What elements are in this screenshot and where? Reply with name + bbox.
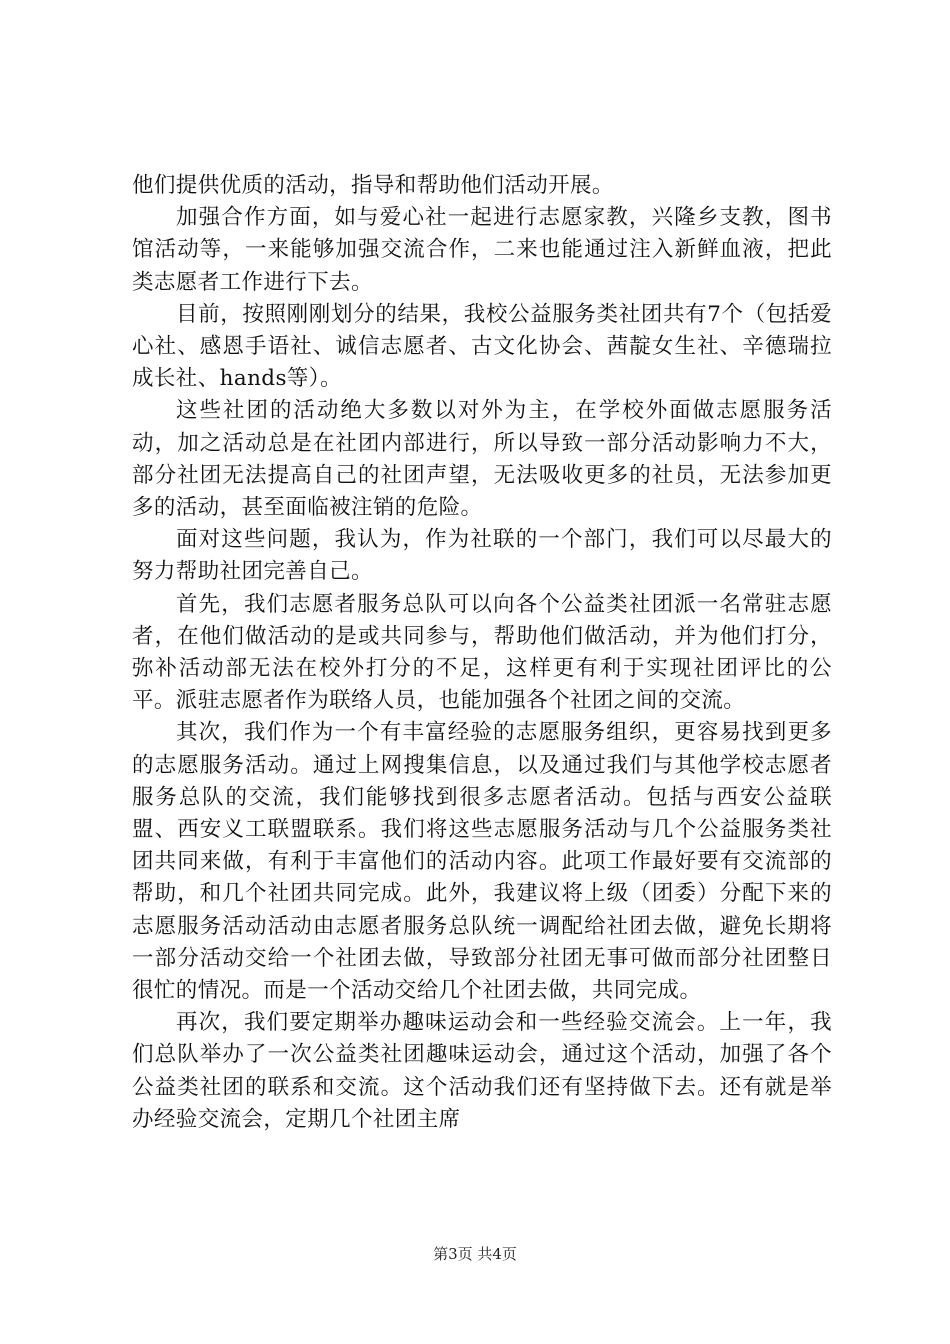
paragraph-1: 他们提供优质的活动，指导和帮助他们活动开展。 — [132, 173, 614, 198]
paragraph-8: 再次，我们要定期举办趣味运动会和一些经验交流会。上一年，我们总队举办了一次公益类社团趣味运动会，通过这个活动，加强了各个公益类社团的联系和交流。这个活动我们还有坚持做下去。还有就是举办经验交流会，定期几个社团主席 — [132, 1010, 832, 1132]
paragraph-6: 首先，我们志愿者服务总队可以向各个公益类社团派一名常驻志愿者，在他们做活动的是或共同参与，帮助他们做活动，并为他们打分，弥补活动部无法在校外打分的不足，这样更有利于实现社团评比的公平。派驻志愿者作为联络人员，也能加强各个社团之间的交流。 — [132, 591, 832, 714]
paragraph-3: 目前，按照刚刚划分的结果，我校公益服务类社团共有7个（包括爱心社、感恩手语社、诚信志愿者、古文化协会、茜靛女生社、辛德瑞拉成长社、hands等）。 — [132, 301, 832, 392]
paragraph-4: 这些社团的活动绝大多数以对外为主，在学校外面做志愿服务活动，加之活动总是在社团内部进行，所以导致一部分活动影响力不大，部分社团无法提高自己的社团声望，无法吸收更多的社员，无法参加更多的活动，甚至面临被注销的危险。 — [132, 398, 832, 521]
page-footer: 第3页 共4页 — [433, 1245, 517, 1263]
paragraph-7: 其次，我们作为一个有丰富经验的志愿服务组织，更容易找到更多的志愿服务活动。通过上网搜集信息，以及通过我们与其他学校志愿者服务总队的交流，我们能够找到很多志愿者活动。包括与西安公益联盟、西安义工联盟联系。我们将这些志愿服务活动与几个公益服务类社团共同来做，有利于丰富他们的活动内容。此项工作最好要有交流部的帮助，和几个社团共同完成。此外，我建议将上级（团委）分配下来的志愿服务活动活动由志愿者服务总队统一调配给社团去做，避免长期将一部分活动交给一个社团去做，导致部分社团无事可做而部分社团整日很忙的情况。而是一个活动交给几个社团去做，共同完成。 — [132, 720, 832, 1004]
paragraph-5: 面对这些问题，我认为，作为社联的一个部门，我们可以尽最大的努力帮助社团完善自己。 — [132, 527, 832, 585]
paragraph-2: 加强合作方面，如与爱心社一起进行志愿家教，兴隆乡支教，图书馆活动等，一来能够加强交流合作，二来也能通过注入新鲜血液，把此类志愿者工作进行下去。 — [132, 205, 832, 295]
document-body — [132, 170, 832, 1136]
